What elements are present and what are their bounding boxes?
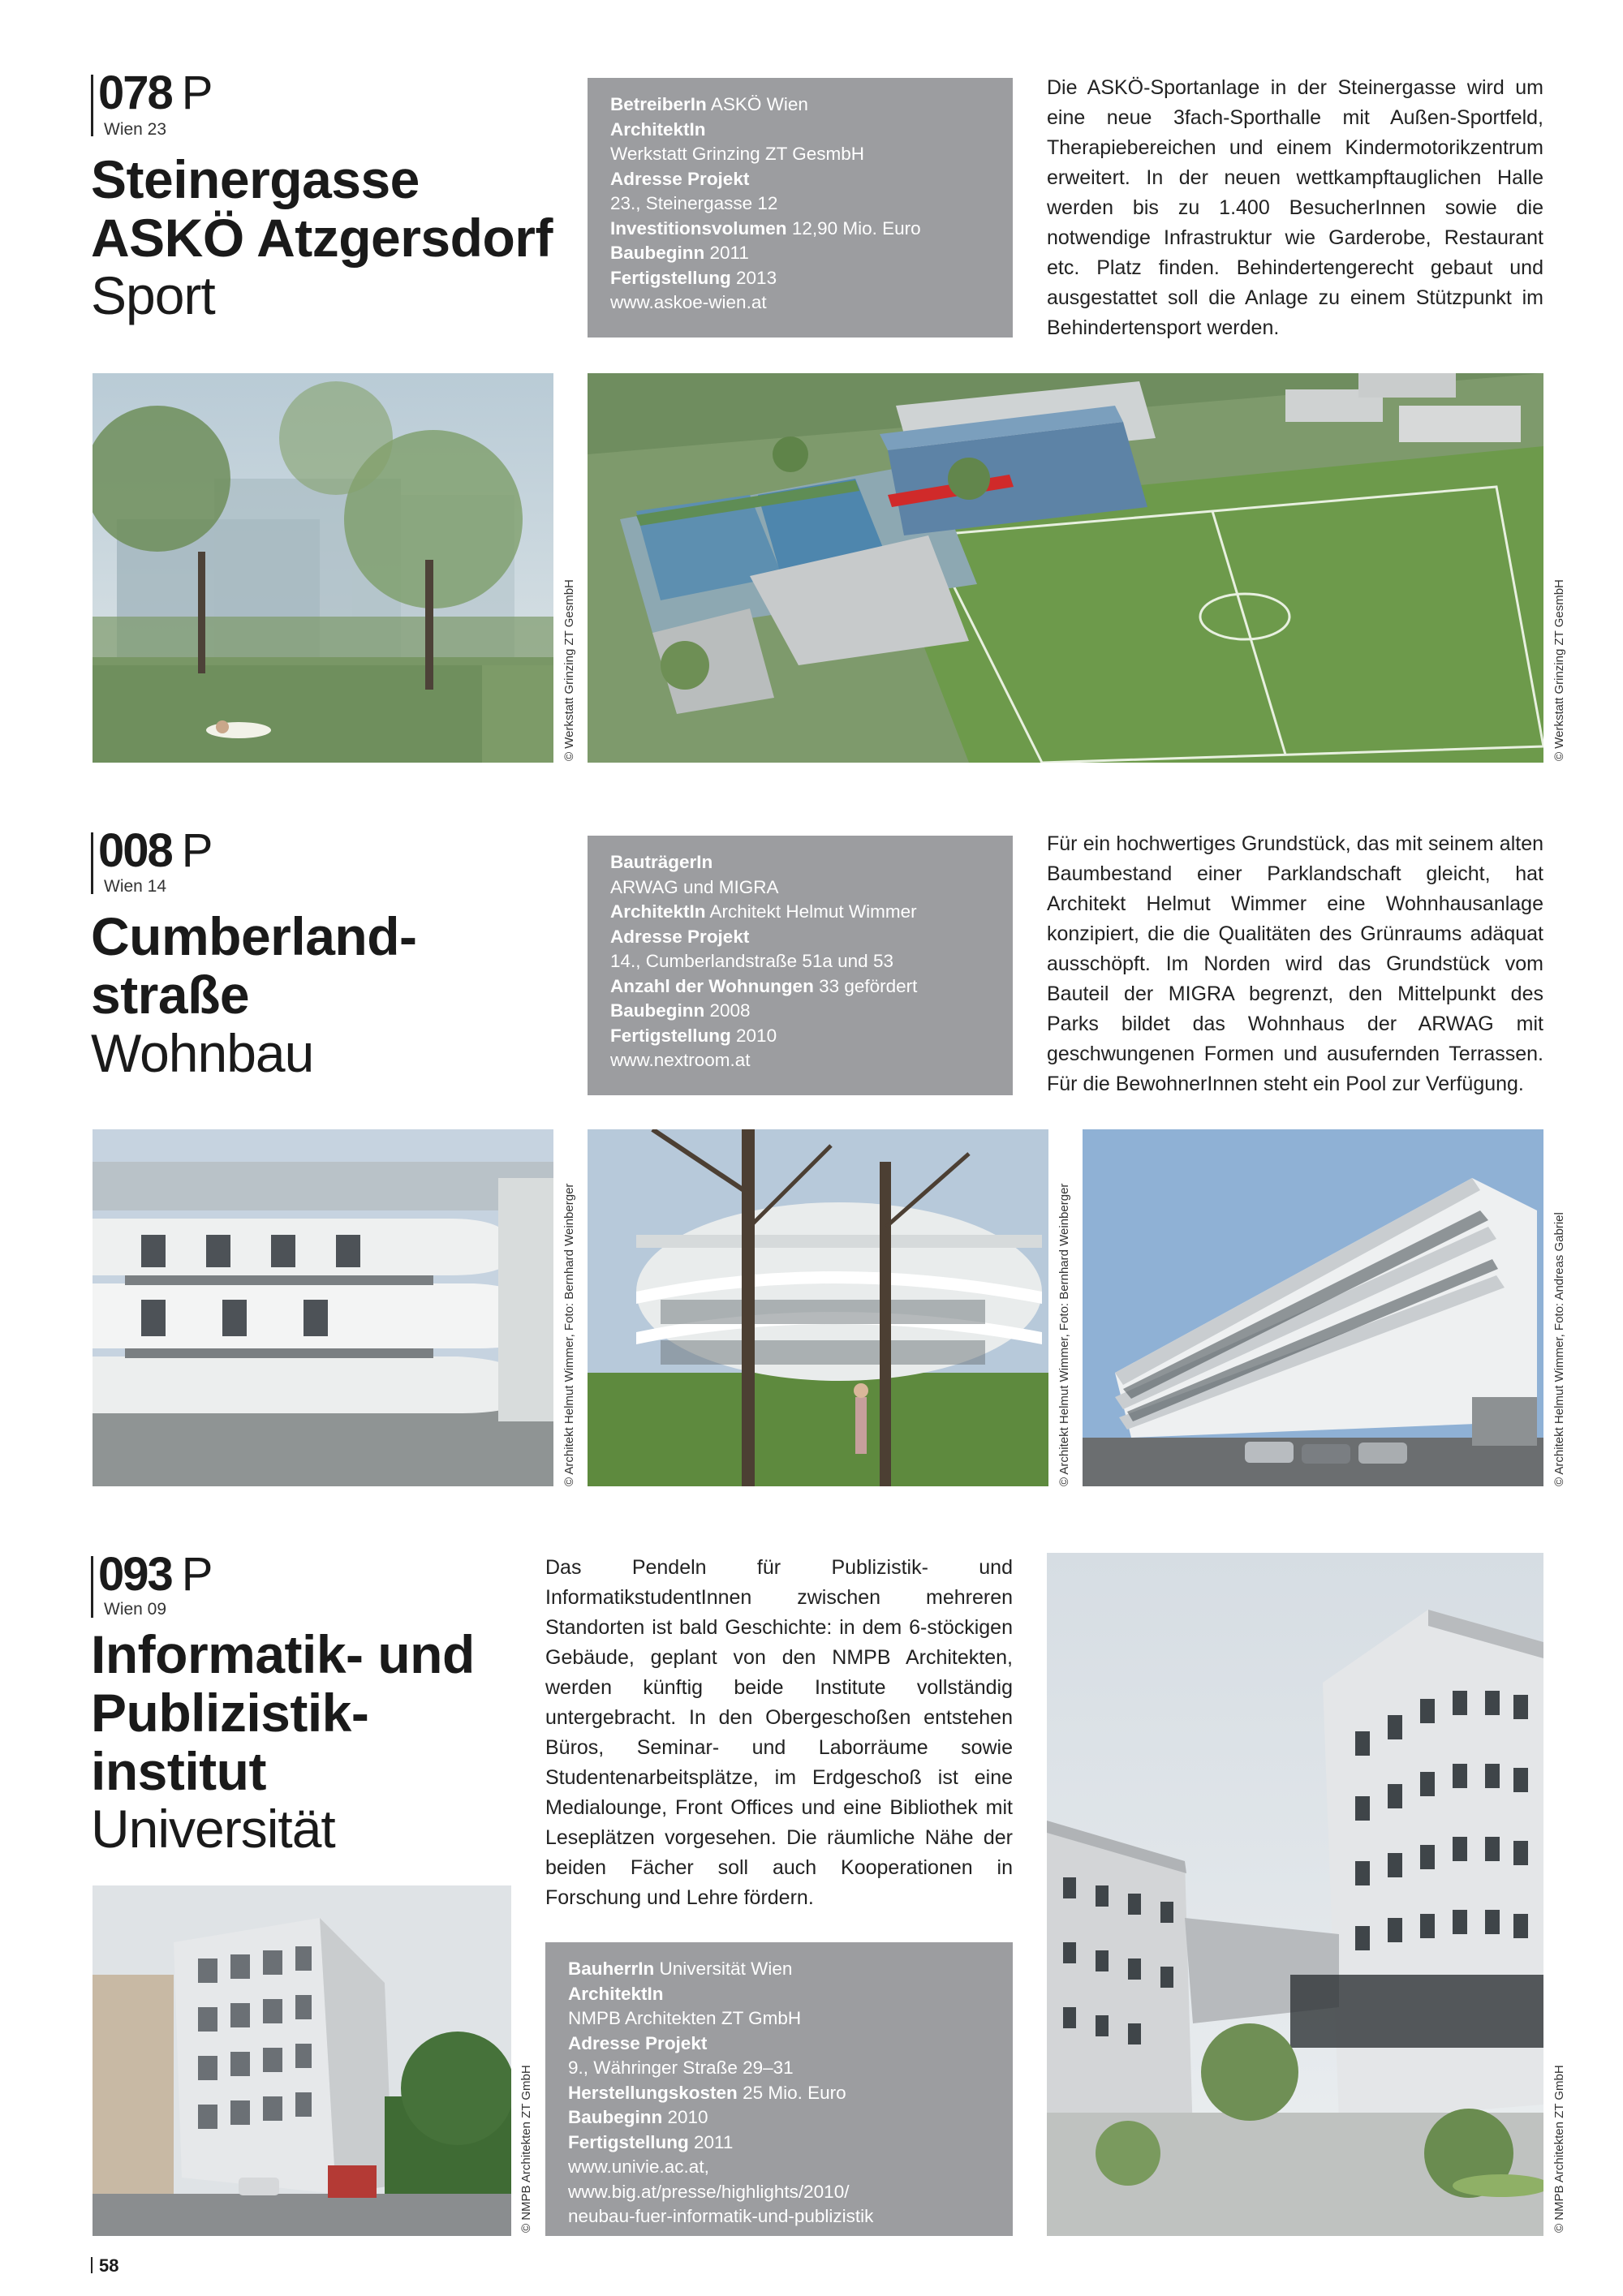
info-line: NMPB Architekten ZT GmbH — [568, 2008, 802, 2028]
info-line: Baubeginn 2008 — [610, 1000, 751, 1021]
page-number-value: 58 — [99, 2255, 119, 2276]
info-line: www.univie.ac.at, — [568, 2156, 709, 2177]
photo-credit: © Werkstatt Grinzing ZT GesmbH — [562, 579, 576, 761]
info-line: Anzahl der Wohnungen 33 gefördert — [610, 975, 918, 996]
title-line: Steinergasse — [91, 149, 420, 209]
project-title — [91, 907, 417, 1024]
photo-credit: © NMPB Architekten ZT GmbH — [1552, 2065, 1566, 2233]
info-line: Adresse Projekt — [610, 926, 750, 947]
project-category: Sport — [91, 265, 215, 325]
project-image-street-view — [93, 1885, 511, 2236]
project-description: Die ASKÖ-Sportanlage in der Steinergasse wird um eine neue 3fach-Sporthalle mit Außen-Sportfeld, Therapiebereichen und einem Kindermotorikzentrum erweitert. In der neuen wettkampftauglichen Halle werden bis zu 1.400 BesucherInnen sowie die notwendige Infrastruktur wie Garderobe, Restaurant etc. Platz finden. Behindertengerecht gebaut und ausgestattet soll die Anlage zu einem Stützpunkt im Behindertensport werden. — [1047, 76, 1543, 339]
project-image-aerial-rendering — [588, 373, 1543, 763]
project-info-box — [545, 1942, 1013, 2236]
info-line: neubau-fuer-informatik-und-publizistik — [568, 2206, 874, 2226]
project-image-curved-terraces — [93, 1129, 553, 1486]
project-number-value: 008 — [98, 824, 172, 877]
info-line: Fertigstellung 2013 — [610, 267, 777, 288]
photo-credit: © Architekt Helmut Wimmer, Foto: Bernhard Weinberger — [1057, 1183, 1071, 1486]
info-line: 23., Steinergasse 12 — [610, 193, 778, 213]
info-line: BauträgerIn — [610, 852, 713, 872]
project-district: Wien 14 — [104, 877, 167, 896]
title-line: Informatik- und — [91, 1624, 475, 1684]
info-line: www.nextroom.at — [610, 1050, 751, 1070]
project-category: Universität — [91, 1799, 335, 1859]
title-line: ASKÖ Atzgersdorf — [91, 208, 553, 268]
photo-credit: © Architekt Helmut Wimmer, Foto: Bernhard Weinberger — [562, 1183, 576, 1486]
project-number-suffix: P — [181, 67, 213, 119]
project-number-value: 093 — [98, 1548, 172, 1601]
project-description: Für ein hochwertiges Grundstück, das mit seinem alten Baumbestand einer Parklandschaft gleicht, hat Architekt Helmut Wimmer eine Wohnhausanlage konzipiert, die die Qualitäten des Grünraums adäquat ausschöpft. Im Norden wird das Grundstück vom Bauteil der MIGRA begrenzt, den Mittelpunkt des Parks bildet das Wohnhaus der ARWAG mit geschwungenen Formen und ausufernden Terrassen. Für die BewohnerInnen steht ein Pool zur Verfügung. — [1047, 832, 1543, 1095]
project-image-courtyard-rendering — [1047, 1553, 1543, 2236]
project-title — [91, 150, 553, 267]
photo-credit: © Architekt Helmut Wimmer, Foto: Andreas Gabriel — [1552, 1212, 1566, 1486]
info-line: ARWAG und MIGRA — [610, 876, 779, 897]
info-line: www.big.at/presse/highlights/2010/ — [568, 2181, 850, 2202]
page-number — [91, 2255, 118, 2277]
title-line: Cumberland- — [91, 906, 417, 966]
info-line: BauherrIn Universität Wien — [568, 1958, 793, 1979]
info-line: ArchitektIn — [610, 118, 706, 140]
info-line: 9., Währinger Straße 29–31 — [568, 2057, 794, 2078]
info-line: Fertigstellung 2011 — [568, 2131, 734, 2152]
project-number-value: 078 — [98, 67, 172, 119]
project-image-park-view — [588, 1129, 1048, 1486]
info-line: BetreiberIn ASKÖ Wien — [610, 94, 808, 114]
info-line: Investitionsvolumen 12,90 Mio. Euro — [610, 217, 921, 239]
project-description: Das Pendeln für Publizistik- und InformatikstudentInnen zwischen mehreren Standorten ist bald Geschichte: in dem 6-stöckigen Gebäude, geplant von den NMPB Architekten, werden künftig beide Institute vollständig untergebracht. In den Obergeschoßen entstehen Büros, Seminar- und Laborräume sowie Studentenarbeitsplätze, im Erdgeschoß ist eine Medialounge, Front Offices und eine Bibliothek mit Leseplätzen vorgesehen. Die räumliche Nähe der beiden Fächer soll auch Kooperationen in Forschung und Lehre fördern. — [545, 1556, 1013, 1909]
title-line: Publizistik- — [91, 1683, 369, 1743]
info-line: Adresse Projekt — [610, 168, 750, 189]
title-line: straße — [91, 965, 250, 1025]
project-image-street-facade — [1083, 1129, 1543, 1486]
photo-credit: © Werkstatt Grinzing ZT GesmbH — [1552, 579, 1566, 761]
info-line: ArchitektIn Architekt Helmut Wimmer — [610, 901, 917, 922]
info-line: www.askoe-wien.at — [610, 292, 767, 312]
project-category: Wohnbau — [91, 1023, 314, 1083]
project-district: Wien 09 — [104, 1600, 167, 1619]
project-info-box — [588, 836, 1013, 1095]
info-line: Baubeginn 2011 — [610, 243, 749, 263]
info-line: Herstellungskosten 25 Mio. Euro — [568, 2082, 846, 2103]
project-title — [91, 1625, 475, 1800]
info-line: Werkstatt Grinzing ZT GesmbH — [610, 144, 864, 164]
info-line: ArchitektIn — [568, 1983, 664, 2004]
info-line: 14., Cumberlandstraße 51a und 53 — [610, 951, 893, 971]
info-line: Fertigstellung 2010 — [610, 1025, 777, 1046]
photo-credit: © NMPB Architekten ZT GmbH — [519, 2065, 533, 2233]
info-line: Adresse Projekt — [568, 2032, 708, 2053]
project-info-box — [588, 78, 1013, 338]
project-district: Wien 23 — [104, 120, 167, 139]
project-number-suffix: P — [181, 824, 213, 877]
info-line: Baubeginn 2010 — [568, 2107, 708, 2127]
project-number-suffix: P — [181, 1548, 213, 1601]
title-line: institut — [91, 1741, 266, 1801]
project-image-park-rendering — [93, 373, 553, 763]
